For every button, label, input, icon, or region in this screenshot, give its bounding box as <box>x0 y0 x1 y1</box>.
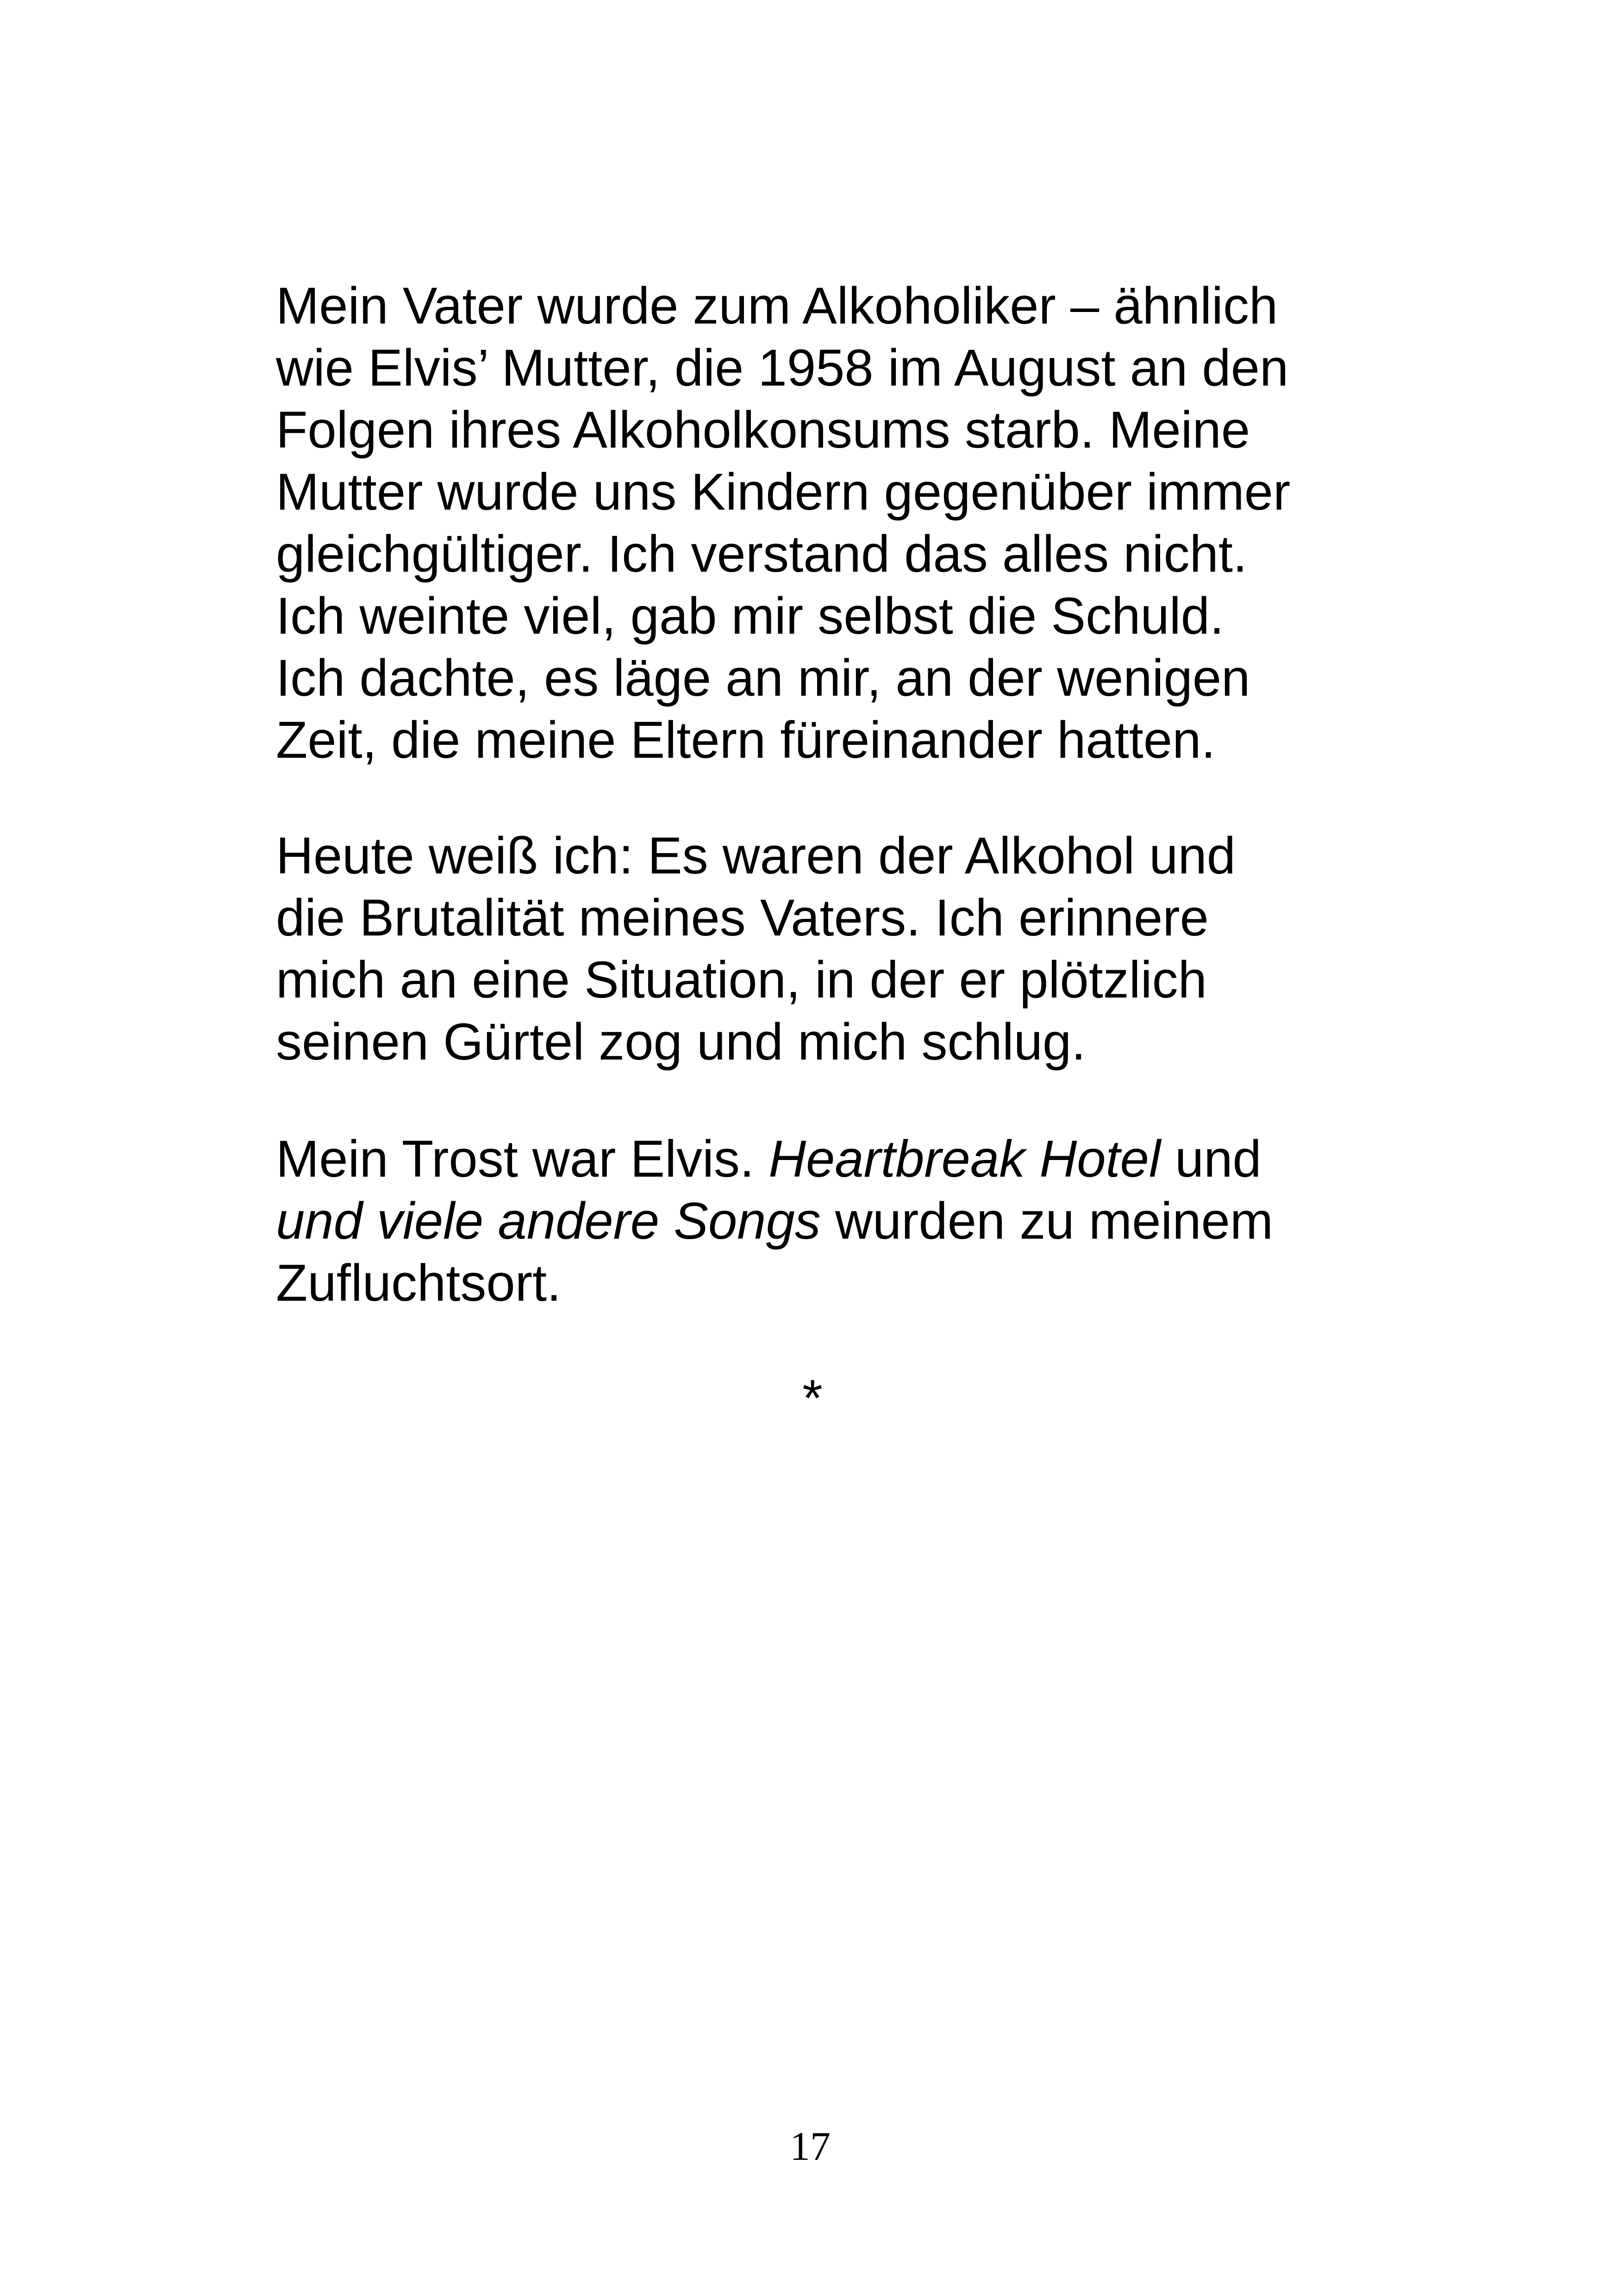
paragraph-1-line-5: gleichgültiger. Ich verstand das alles nicht. <box>276 525 1248 583</box>
song-title-heartbreak-hotel: Heartbreak Hotel <box>768 1130 1161 1188</box>
paragraph-2-line-1: Heute weiß ich: Es waren der Alkohol und <box>276 827 1236 885</box>
section-separator: * <box>802 1369 823 1427</box>
paragraph-1-line-4: Mutter wurde uns Kindern gegenüber immer <box>276 463 1291 521</box>
paragraph-2-line-2: die Brutalität meines Vaters. Ich erinnere <box>276 889 1209 947</box>
paragraph-3-line-2-italic: und viele andere Songs <box>276 1192 821 1250</box>
page-number: 17 <box>790 2124 831 2169</box>
paragraph-1-line-6: Ich weinte viel, gab mir selbst die Schuld. <box>276 587 1224 645</box>
paragraph-3-line-1-tail: und <box>1160 1130 1262 1188</box>
paragraph-1-line-3: Folgen ihres Alkoholkonsums starb. Meine <box>276 401 1250 459</box>
paragraph-1-line-8: Zeit, die meine Eltern füreinander hatten. <box>276 711 1216 769</box>
paragraph-1-line-1: Mein Vater wurde zum Alkoholiker – ähnlich <box>276 277 1278 335</box>
paragraph-3-line-3: Zufluchtsort. <box>276 1254 562 1312</box>
paragraph-2-line-4: seinen Gürtel zog und mich schlug. <box>276 1013 1086 1071</box>
paragraph-3-line-1 <box>276 1130 1262 1188</box>
paragraph-1-line-7: Ich dachte, es läge an mir, an der wenigen <box>276 649 1250 707</box>
paragraph-3-line-1-text: Mein Trost war Elvis. <box>276 1130 769 1188</box>
paragraph-2-line-3: mich an eine Situation, in der er plötzlich <box>276 951 1207 1009</box>
paragraph-1-line-2: wie Elvis’ Mutter, die 1958 im August an den <box>276 339 1289 397</box>
paragraph-3-line-2-tail: wurden zu meinem <box>820 1192 1274 1250</box>
paragraph-3-line-2 <box>276 1192 1274 1250</box>
